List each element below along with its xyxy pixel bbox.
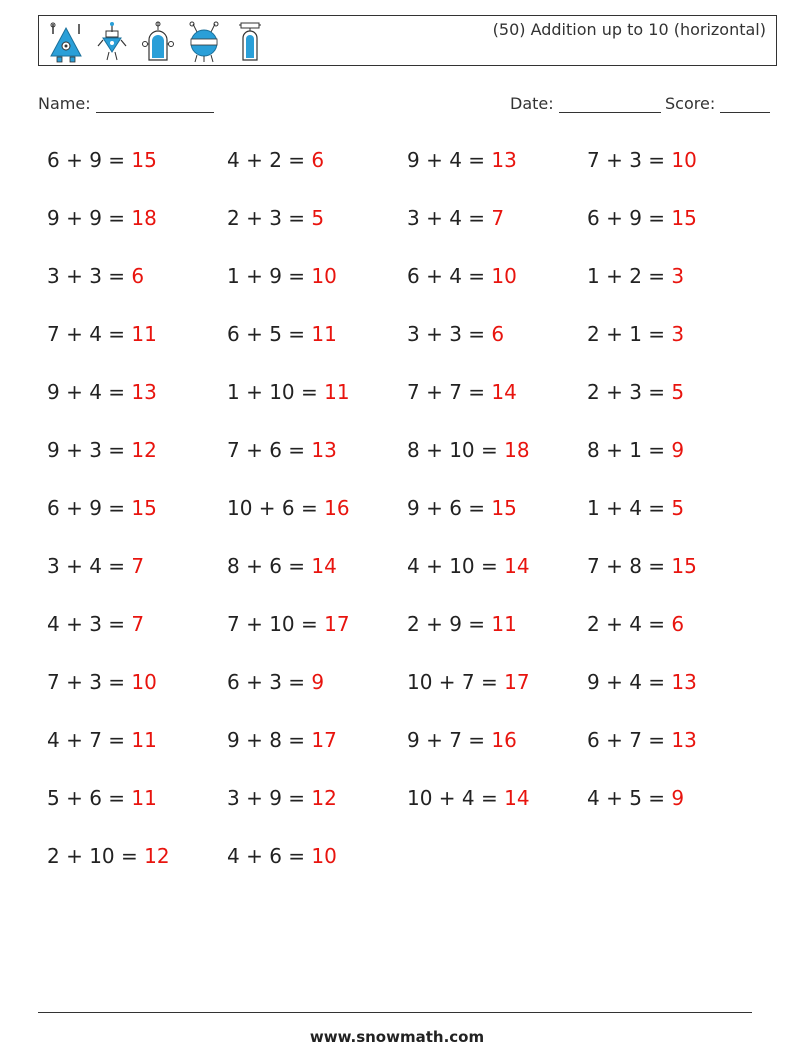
- problem-answer: 6: [131, 264, 145, 288]
- footer-website: www.snowmath.com: [309, 1028, 485, 1046]
- problem-answer: 14: [504, 554, 530, 578]
- problem-item: [407, 606, 517, 642]
- problem-item: [407, 780, 530, 816]
- problem-answer: 6: [491, 322, 505, 346]
- problem-answer: 10: [311, 264, 337, 288]
- problem-answer: 17: [324, 612, 350, 636]
- problem-item: [47, 432, 157, 468]
- problem-question: 4 + 10 =: [407, 554, 505, 578]
- problem-question: 8 + 6 =: [227, 554, 312, 578]
- problem-question: 6 + 5 =: [227, 322, 312, 346]
- problem-item: [587, 258, 684, 294]
- problem-item: [47, 374, 157, 410]
- problem-question: 3 + 9 =: [227, 786, 312, 810]
- problem-question: 6 + 9 =: [587, 206, 672, 230]
- problem-question: 5 + 6 =: [47, 786, 132, 810]
- problem-item: [587, 548, 697, 584]
- problem-item: [407, 200, 504, 236]
- problem-question: 6 + 9 =: [47, 496, 132, 520]
- problem-item: [47, 200, 157, 236]
- problem-item: [587, 490, 684, 526]
- worksheet-header: [38, 15, 777, 66]
- problem-question: 2 + 9 =: [407, 612, 492, 636]
- problem-answer: 18: [131, 206, 157, 230]
- problem-question: 7 + 7 =: [407, 380, 492, 404]
- problem-answer: 5: [671, 380, 685, 404]
- problem-answer: 7: [131, 612, 145, 636]
- problem-item: [47, 664, 157, 700]
- problem-question: 10 + 4 =: [407, 786, 505, 810]
- problem-question: 2 + 3 =: [227, 206, 312, 230]
- problem-question: 10 + 7 =: [407, 670, 505, 694]
- score-label: Score:: [665, 94, 716, 113]
- problem-question: 4 + 5 =: [587, 786, 672, 810]
- problem-question: 7 + 3 =: [587, 148, 672, 172]
- problem-item: [407, 722, 517, 758]
- problem-answer: 9: [671, 786, 685, 810]
- problem-answer: 11: [131, 322, 157, 346]
- problem-answer: 13: [131, 380, 157, 404]
- problem-question: 6 + 4 =: [407, 264, 492, 288]
- robot-antenna-icon: [91, 20, 133, 64]
- problem-question: 9 + 4 =: [47, 380, 132, 404]
- problem-item: [407, 374, 517, 410]
- problem-question: 3 + 4 =: [407, 206, 492, 230]
- problem-question: 1 + 2 =: [587, 264, 672, 288]
- problem-answer: 15: [491, 496, 517, 520]
- problem-question: 8 + 10 =: [407, 438, 505, 462]
- problem-item: [227, 316, 337, 352]
- problem-item: [407, 664, 530, 700]
- problem-question: 3 + 3 =: [407, 322, 492, 346]
- problem-question: 2 + 4 =: [587, 612, 672, 636]
- problem-answer: 17: [504, 670, 530, 694]
- score-field: [665, 94, 770, 113]
- problem-answer: 10: [491, 264, 517, 288]
- problem-item: [587, 664, 697, 700]
- problem-question: 4 + 2 =: [227, 148, 312, 172]
- problem-item: [587, 606, 684, 642]
- problem-answer: 10: [311, 844, 337, 868]
- problem-answer: 6: [671, 612, 685, 636]
- problem-item: [407, 548, 530, 584]
- problem-item: [407, 316, 504, 352]
- problem-answer: 12: [311, 786, 337, 810]
- problem-answer: 13: [671, 670, 697, 694]
- problem-item: [47, 838, 170, 874]
- problem-answer: 7: [131, 554, 145, 578]
- problem-question: 6 + 7 =: [587, 728, 672, 752]
- problem-question: 9 + 7 =: [407, 728, 492, 752]
- problem-item: [47, 722, 157, 758]
- problem-answer: 7: [491, 206, 505, 230]
- date-field: [510, 94, 661, 113]
- problem-answer: 5: [311, 206, 325, 230]
- problem-answer: 10: [671, 148, 697, 172]
- problem-answer: 11: [131, 786, 157, 810]
- problem-question: 9 + 3 =: [47, 438, 132, 462]
- problem-question: 4 + 7 =: [47, 728, 132, 752]
- problem-item: [407, 142, 517, 178]
- problem-answer: 16: [324, 496, 350, 520]
- name-field: [38, 94, 214, 113]
- problem-item: [227, 780, 337, 816]
- problem-question: 2 + 10 =: [47, 844, 145, 868]
- problem-answer: 11: [491, 612, 517, 636]
- robot-capsule-icon: [137, 20, 179, 64]
- problem-question: 2 + 3 =: [587, 380, 672, 404]
- problem-answer: 15: [671, 206, 697, 230]
- problem-item: [227, 664, 324, 700]
- problem-answer: 12: [144, 844, 170, 868]
- problem-item: [407, 258, 517, 294]
- robot-sphere-icon: [183, 20, 225, 64]
- problem-question: 6 + 9 =: [47, 148, 132, 172]
- problem-item: [587, 722, 697, 758]
- robot-triangle-icon: [45, 20, 87, 64]
- problem-item: [227, 432, 337, 468]
- robot-icons: [45, 20, 271, 64]
- problem-answer: 14: [311, 554, 337, 578]
- problem-answer: 11: [311, 322, 337, 346]
- problem-question: 3 + 4 =: [47, 554, 132, 578]
- problem-answer: 14: [504, 786, 530, 810]
- problem-question: 7 + 6 =: [227, 438, 312, 462]
- problem-item: [47, 316, 157, 352]
- problem-item: [227, 258, 337, 294]
- problem-answer: 9: [671, 438, 685, 462]
- problem-answer: 13: [491, 148, 517, 172]
- problem-question: 7 + 3 =: [47, 670, 132, 694]
- problem-item: [47, 548, 144, 584]
- problem-answer: 11: [131, 728, 157, 752]
- problem-question: 9 + 6 =: [407, 496, 492, 520]
- problem-item: [227, 374, 350, 410]
- problem-answer: 3: [671, 264, 685, 288]
- problem-question: 8 + 1 =: [587, 438, 672, 462]
- problem-answer: 6: [311, 148, 325, 172]
- problem-question: 9 + 4 =: [587, 670, 672, 694]
- problem-item: [47, 606, 144, 642]
- problem-question: 7 + 4 =: [47, 322, 132, 346]
- footer-divider: [38, 1012, 752, 1013]
- problem-answer: 3: [671, 322, 685, 346]
- problem-item: [587, 142, 697, 178]
- problem-item: [587, 780, 684, 816]
- problem-question: 2 + 1 =: [587, 322, 672, 346]
- problem-item: [407, 490, 517, 526]
- problem-item: [227, 490, 350, 526]
- problem-item: [47, 142, 157, 178]
- problem-question: 4 + 3 =: [47, 612, 132, 636]
- date-label: Date:: [510, 94, 554, 113]
- problem-answer: 14: [491, 380, 517, 404]
- problem-question: 7 + 10 =: [227, 612, 325, 636]
- problem-question: 1 + 9 =: [227, 264, 312, 288]
- score-blank: [720, 96, 770, 113]
- worksheet-title: (50) Addition up to 10 (horizontal): [492, 20, 766, 39]
- date-blank: [559, 96, 661, 113]
- problem-item: [47, 258, 144, 294]
- problem-item: [47, 780, 157, 816]
- problem-answer: 10: [131, 670, 157, 694]
- problem-question: 7 + 8 =: [587, 554, 672, 578]
- problem-item: [587, 374, 684, 410]
- problem-item: [587, 316, 684, 352]
- problem-item: [227, 548, 337, 584]
- problem-question: 1 + 10 =: [227, 380, 325, 404]
- problem-answer: 18: [504, 438, 530, 462]
- problem-question: 1 + 4 =: [587, 496, 672, 520]
- problem-answer: 13: [671, 728, 697, 752]
- problem-answer: 15: [131, 148, 157, 172]
- problem-question: 3 + 3 =: [47, 264, 132, 288]
- problem-question: 6 + 3 =: [227, 670, 312, 694]
- problem-item: [227, 142, 324, 178]
- name-blank: [96, 96, 214, 113]
- problem-answer: 12: [131, 438, 157, 462]
- problem-question: 9 + 9 =: [47, 206, 132, 230]
- problem-question: 4 + 6 =: [227, 844, 312, 868]
- problem-question: 9 + 8 =: [227, 728, 312, 752]
- robot-tube-icon: [229, 20, 271, 64]
- problem-answer: 16: [491, 728, 517, 752]
- problem-item: [227, 606, 350, 642]
- name-label: Name:: [38, 94, 91, 113]
- problem-item: [587, 200, 697, 236]
- problem-answer: 5: [671, 496, 685, 520]
- problem-question: 10 + 6 =: [227, 496, 325, 520]
- problem-item: [227, 200, 324, 236]
- problem-question: 9 + 4 =: [407, 148, 492, 172]
- problem-answer: 17: [311, 728, 337, 752]
- problem-item: [407, 432, 530, 468]
- problem-item: [227, 838, 337, 874]
- problem-item: [47, 490, 157, 526]
- problem-answer: 13: [311, 438, 337, 462]
- problem-item: [227, 722, 337, 758]
- problem-item: [587, 432, 684, 468]
- problem-answer: 9: [311, 670, 325, 694]
- problem-answer: 15: [671, 554, 697, 578]
- problem-answer: 11: [324, 380, 350, 404]
- problem-answer: 15: [131, 496, 157, 520]
